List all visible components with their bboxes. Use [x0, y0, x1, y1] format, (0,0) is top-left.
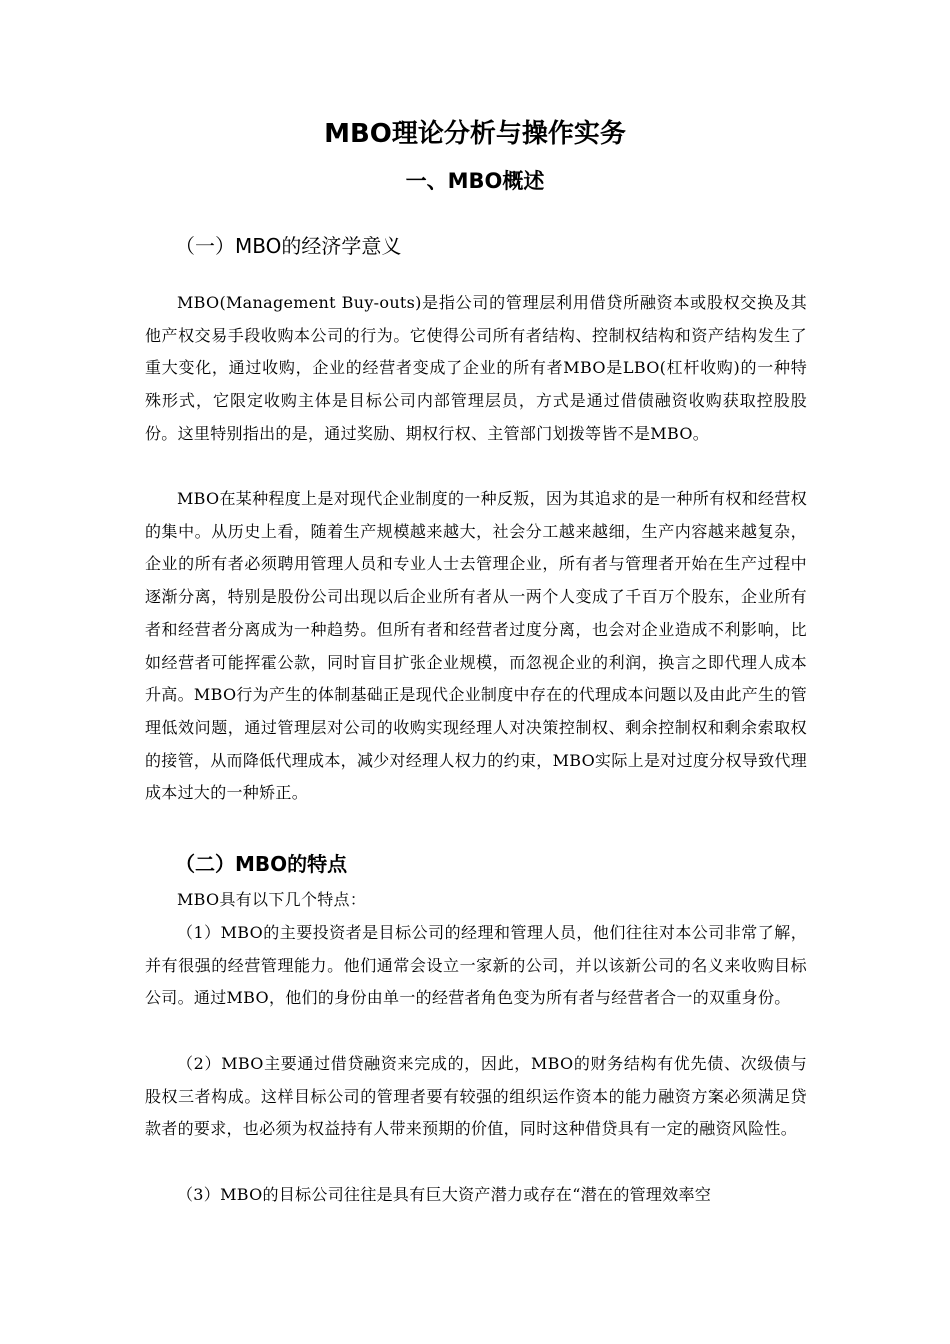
section-heading-economic-meaning: （一）MBO的经济学意义 — [175, 234, 402, 258]
paragraph-ownership: MBO在某种程度上是对现代企业制度的一种反叛，因为其追求的是一种所有权和经营权的集中。从历史上看，随着生产规模越来越大，社会分工越来越细，生产内容越来越复杂，企业的所有者必须聘用管理人员和专业人士去管理企业，所有者与管理者开始在生产过程中逐渐分离，特别是股份公司出现以后企业所有者从一两个人变成了千百万个股东，企业所有者和经营者分离成为一种趋势。但所有者和经营者过度分离，也会对企业造成不利影响，比如经营者可能挥霍公款，同时盲目扩张企业规模，而忽视企业的利润，换言之即代理人成本升高。MBO行为产生的体制基础正是现代企业制度中存在的代理成本问题以及由此产生的管理低效问题，通过管理层对公司的收购实现经理人对决策控制权、剩余控制权和剩余索取权的接管，从而降低代理成本，减少对经理人权力的约束，MBO实际上是对过度分权导致代理成本过大的一种矫正。 — [145, 489, 807, 803]
paragraph-feature-3: （3）MBO的目标公司往往是具有巨大资产潜力或存在“潜在的管理效率空 — [177, 1185, 712, 1204]
document-title: MBO理论分析与操作实务 — [324, 119, 626, 149]
chapter-heading: 一、MBO概述 — [405, 169, 545, 193]
paragraph-feature-1: （1）MBO的主要投资者是目标公司的经理和管理人员，他们往往对本公司非常了解，并有很强的经营管理能力。他们通常会设立一家新的公司，并以该新公司的名义来收购目标公司。通过MBO，他们的身份由单一的经营者角色变为所有者与经营者合一的双重身份。 — [145, 923, 807, 1008]
paragraph-feature-2: （2）MBO主要通过借贷融资来完成的，因此，MBO的财务结构有优先债、次级债与股权三者构成。这样目标公司的管理者要有较强的组织运作资本的能力融资方案必须满足贷款者的要求，也必须为权益持有人带来预期的价值，同时这种借贷具有一定的融资风险性。 — [145, 1054, 807, 1139]
paragraph-definition: MBO(Management Buy-outs)是指公司的管理层利用借贷所融资本或股权交换及其他产权交易手段收购本公司的行为。它使得公司所有者结构、控制权结构和资产结构发生了重大变化，通过收购，企业的经营者变成了企业的所有者MBO是LBO(杠杆收购)的一种特殊形式，它限定收购主体是目标公司内部管理层员，方式是通过借债融资收购获取控股股份。这里特别指出的是，通过奖励、期权行权、主管部门划拨等皆不是MBO。 — [145, 293, 807, 443]
paragraph-features-intro: MBO具有以下几个特点： — [177, 890, 367, 909]
section-heading-features: （二）MBO的特点 — [175, 852, 348, 876]
